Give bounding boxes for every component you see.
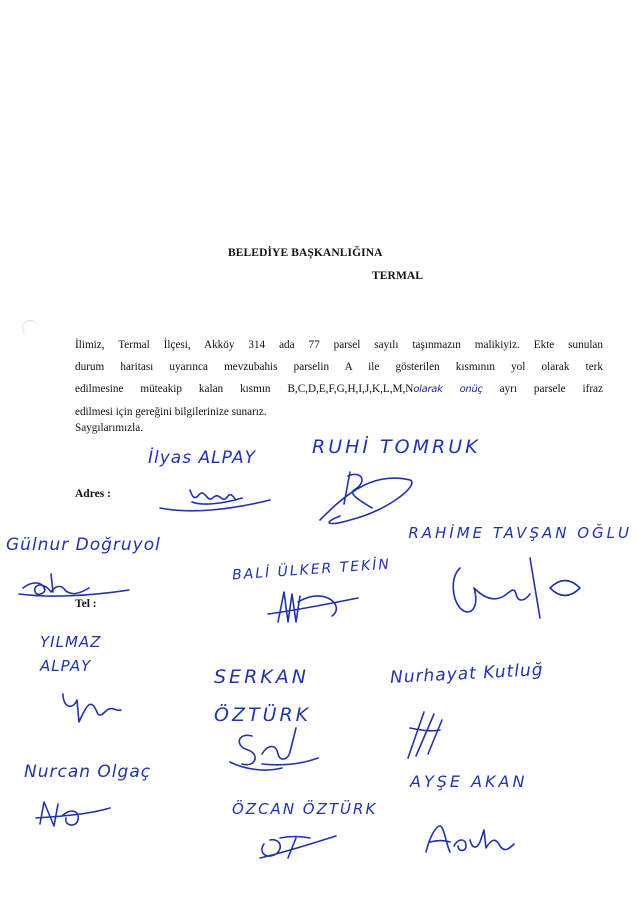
addressee-location: TERMAL: [372, 270, 424, 282]
signature-nurcan-olgac: [32, 796, 112, 830]
signature-nurhayat-kutlug: [398, 708, 448, 762]
signatory-name-ilyas-alpay: İlyas ALPAY: [148, 448, 256, 468]
signatory-name-yilmaz-alpay: YILMAZ ALPAY: [40, 633, 102, 675]
signature-ruhi-tomruk: [310, 462, 420, 532]
body-line-2: durum haritası uyarınca mevzubahis parselin A ile gösterilen kısmının yol olarak terk: [75, 361, 603, 373]
signatory-name-nurhayat-kutlug: Nurhayat Kutluğ: [389, 659, 545, 689]
body-line-3: [75, 378, 603, 401]
signature-yilmaz-alpay: [55, 684, 135, 724]
signatory-name-gulnur-dogruyol: Gülnur Doğruyol: [6, 535, 161, 555]
signature-gulnur-dogruyol: [15, 566, 135, 598]
signatory-name-ozcan-ozturk: ÖZCAN ÖZTÜRK: [232, 800, 378, 818]
signature-ozcan-ozturk: [250, 828, 340, 862]
signatory-name-rahime-tavsanoglu: RAHİME TAVŞAN OĞLU: [408, 524, 632, 542]
body-line-3b: ayrı parsele ifraz: [482, 383, 603, 395]
body-line-4: edilmesi için gereğini bilgilerinize sunarız.: [75, 406, 267, 418]
body-line-1: İlimiz, Termal İlçesi, Akköy 314 ada 77 parsel sayılı taşınmazın malikiyiz. Ekte sunulan: [75, 339, 603, 351]
scan-mark: [22, 320, 38, 336]
signatory-name-nurcan-olgac: Nurcan Olgaç: [24, 762, 152, 782]
signatory-name-ruhi-tomruk: RUHİ TOMRUK: [312, 436, 481, 458]
signature-bali-ulker-tekin: [258, 584, 368, 628]
signature-ayse-akan: [420, 820, 530, 860]
signatory-name-ayse-akan: AYŞE AKAN: [410, 772, 528, 791]
addressee-heading: BELEDİYE BAŞKANLIĞINA: [228, 247, 383, 259]
signature-ilyas-alpay: [150, 478, 280, 518]
phone-label: Tel :: [75, 598, 97, 610]
signatory-name-serkan-ozturk: SERKAN ÖZTÜRK: [214, 666, 312, 726]
signature-rahime-tavsanoglu: [430, 548, 600, 628]
address-label: Adres :: [75, 488, 111, 500]
signature-serkan-ozturk: [222, 724, 322, 776]
petition-body: [75, 334, 603, 423]
body-line-3a: edilmesine müteakip kalan kısmın B,C,D,E,F,G,H,I,J,K,L,M,N: [75, 383, 414, 395]
handwritten-insertion: olarak onüç: [413, 384, 483, 395]
closing-salutation: Saygılarımızla.: [75, 422, 144, 434]
signatory-name-bali-ulker-tekin: BALİ ÜLKER TEKİN: [231, 556, 392, 584]
